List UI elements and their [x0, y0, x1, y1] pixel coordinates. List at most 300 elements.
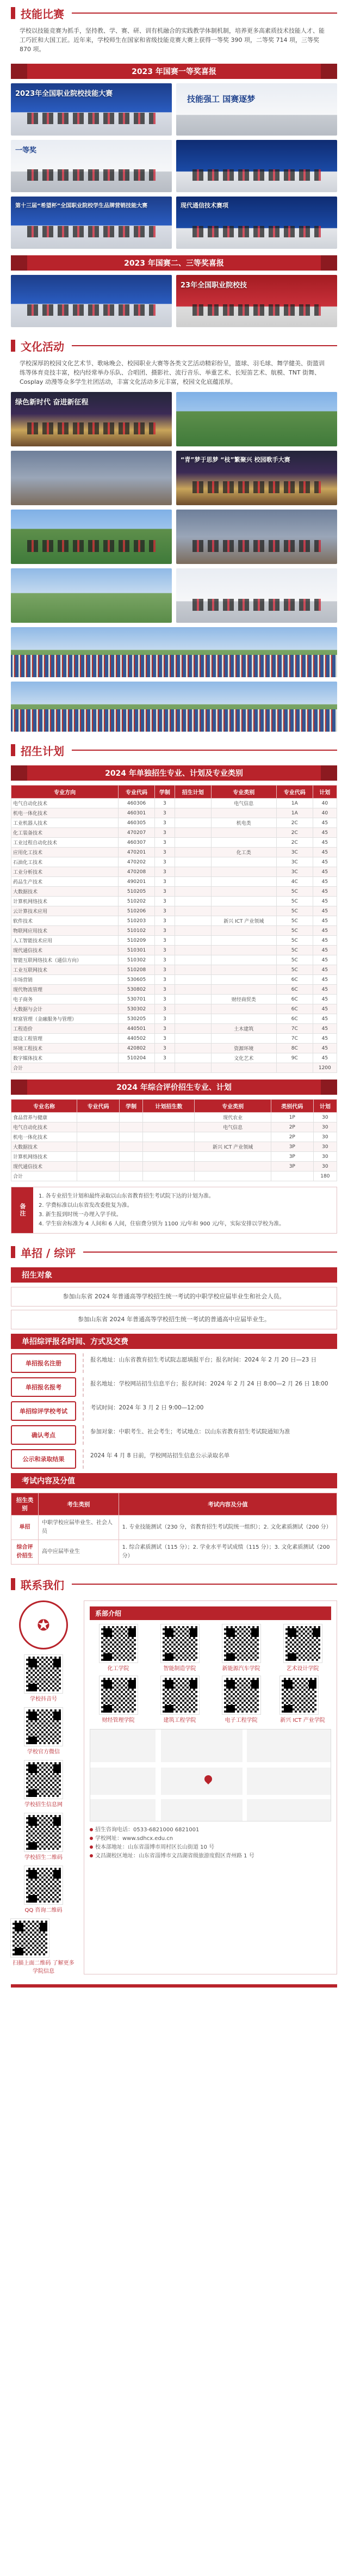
plan2-cell: [77, 1172, 120, 1181]
plan2-cell: [120, 1132, 143, 1142]
plan-cell: 510301: [119, 946, 155, 955]
qr-item[interactable]: [11, 1919, 76, 1974]
target-text-1: 参加山东省 2024 年普通高等学校招生统一考试的中职学校应届毕业生和社会人员。: [63, 1293, 285, 1300]
crowd: [11, 709, 337, 732]
step-button: 单招报名注册: [11, 1353, 76, 1373]
dept-qr-item[interactable]: [161, 1624, 199, 1672]
plan-cell: 8C: [276, 1044, 313, 1053]
plan-cell: 电子商务: [11, 995, 119, 1004]
plan-cell: [175, 857, 211, 867]
plan-cell: 3: [154, 1014, 175, 1024]
qr-code[interactable]: [24, 1761, 63, 1799]
info-line: [90, 1835, 331, 1843]
plan-cell: [276, 1063, 313, 1073]
plan-cell: 工业过程自动化技术: [11, 838, 119, 848]
plan2-cell: 新兴 ICT 产业领域: [195, 1142, 271, 1152]
plan-row: [11, 867, 337, 877]
plan-cell: 3: [154, 867, 175, 877]
plan-cell: 大数据技术: [11, 887, 119, 897]
plan-cell: 5C: [276, 916, 313, 926]
plan-cell: [175, 1034, 211, 1044]
plan2-cell: [77, 1123, 120, 1132]
notes-body: [33, 1187, 337, 1233]
qr-item[interactable]: [24, 1708, 63, 1755]
plan-row: [11, 1004, 337, 1014]
info-text: 招生咨询电话：0533-6821000 6821001: [95, 1827, 200, 1833]
wing-left: [11, 765, 27, 781]
photo-caption: 23年全国职业院校技: [181, 281, 247, 290]
qr-code[interactable]: [24, 1813, 63, 1851]
plan-cell: 3: [154, 799, 175, 808]
plan-cell: 3C: [276, 857, 313, 867]
target-box-2: [11, 1310, 337, 1329]
plan-cell: 470207: [119, 828, 155, 838]
plan-cell: 45: [313, 828, 337, 838]
plan-cell: 45: [313, 897, 337, 906]
plan-body: [11, 799, 337, 1073]
plan2-row: [11, 1113, 337, 1123]
process-step: [11, 1425, 337, 1445]
plan-cell: 3: [154, 1004, 175, 1014]
process-step: [11, 1377, 337, 1397]
plan-cell: 3: [154, 848, 175, 857]
plan-cell: 45: [313, 1004, 337, 1014]
qr-caption: 学校招生二维码: [24, 1855, 63, 1861]
people-silhouettes: [192, 304, 321, 316]
plan-row: [11, 1014, 337, 1024]
qr-item[interactable]: [24, 1761, 63, 1808]
plan2-cell: [120, 1172, 143, 1181]
qr-code[interactable]: [11, 1919, 49, 1957]
target-text-2: 参加山东省 2024 年普通高等学校招生统一考试的普通高中应届毕业生。: [78, 1316, 270, 1323]
map-road: [90, 1762, 331, 1768]
plan-cell: 6C: [276, 985, 313, 995]
info-text: 文昌湖校区地址：山东省淄博市文昌湖省级旅游度假区青州路 1 号: [95, 1853, 254, 1859]
exam-content: 1. 专业技能测试（230 分，省教育招生考试院统一组织）；2. 文化素质测试（200 分）: [119, 1516, 337, 1540]
plan-cell: 45: [313, 995, 337, 1004]
qr-caption: 学校官方微信: [27, 1749, 60, 1755]
school-logo: ✪: [19, 1600, 68, 1649]
plan2-cell: [195, 1172, 271, 1181]
plan2-cell: [120, 1162, 143, 1172]
plan2-header-cell: 学制: [120, 1100, 143, 1113]
plan-cell: 1200: [313, 1063, 337, 1073]
plan-cell: [154, 1063, 175, 1073]
plan2-row: [11, 1152, 337, 1162]
plan-cell: [175, 906, 211, 916]
plan-cell: 40: [313, 799, 337, 808]
map-road: [90, 1795, 331, 1799]
plan-cell: 440502: [119, 1034, 155, 1044]
footer-bar: [11, 1984, 337, 1988]
plan-cell: 3: [154, 946, 175, 955]
qr-caption: QQ 咨询二维码: [24, 1908, 63, 1913]
exam-who: 中职学校应届毕业生、社会人员: [39, 1516, 119, 1540]
plan-row: [11, 1044, 337, 1053]
step-desc: 2024 年 4 月 8 日前，学校网站招生信息公示录取名单: [83, 1449, 337, 1469]
plan2-cell: 30: [313, 1132, 337, 1142]
qr-code[interactable]: [280, 1676, 318, 1714]
contact-title: 联系我们: [21, 1578, 64, 1592]
plan2-row: [11, 1132, 337, 1142]
note-line: 4. 学生宿舍标准为 4 人间和 6 人间，住宿费分别为 1100 元/年和 900 元/年，实际安排以学校为准。: [39, 1221, 285, 1227]
plan-row: [11, 1053, 337, 1063]
culture-photo: [176, 392, 337, 446]
plan-header-cell: 专业方向: [11, 786, 119, 799]
plan2-cell: 30: [313, 1113, 337, 1123]
qr-code[interactable]: [24, 1655, 63, 1693]
people-silhouettes: [27, 422, 156, 434]
step-desc: 参加对象：中职考生、社会考生；考试地点：以山东省教育招生考试院通知为准: [83, 1425, 337, 1445]
plan-cell: 45: [313, 1014, 337, 1024]
plan-cell: 环境工程技术: [11, 1044, 119, 1053]
exam-header-row: [11, 1493, 337, 1516]
plan-row: [11, 955, 337, 965]
dept-qr-item[interactable]: [222, 1676, 260, 1724]
culture-photos: [0, 392, 348, 623]
qr-code[interactable]: [24, 1708, 63, 1746]
plan-cell: 45: [313, 1034, 337, 1044]
qr-caption: 学校招生信息网: [24, 1802, 63, 1808]
plan-cell: [211, 857, 276, 867]
plan-cell: 460307: [119, 838, 155, 848]
qr-caption: 学校抖音号: [30, 1696, 57, 1702]
plan-row: [11, 1024, 337, 1034]
plan-cell: 电气自动化技术: [11, 799, 119, 808]
department-panel: [84, 1600, 337, 1974]
plan-header-cell: 专业代码: [276, 786, 313, 799]
qr-code[interactable]: [24, 1866, 63, 1904]
plan-cell: [175, 985, 211, 995]
title-line: [72, 750, 337, 751]
plan-cell: 5C: [276, 965, 313, 975]
plan2-cell: [143, 1172, 195, 1181]
dept-qr-item[interactable]: [284, 1624, 322, 1672]
plan-row: [11, 799, 337, 808]
plan-row: [11, 985, 337, 995]
plan-cell: 物联网应用技术: [11, 926, 119, 936]
plan-cell: 3: [154, 887, 175, 897]
bullet-icon: [90, 1837, 93, 1840]
target-box-1: [11, 1287, 337, 1307]
plan-cell: 3: [154, 808, 175, 818]
dept-qr-caption: 智能制造学院: [163, 1666, 196, 1672]
culture-title: 文化活动: [21, 340, 64, 353]
qr-code[interactable]: [161, 1624, 199, 1663]
plan-cell: 45: [313, 1044, 337, 1053]
plan-cell: 530802: [119, 985, 155, 995]
plan2-cell: 3P: [271, 1162, 313, 1172]
plan-cell: 2C: [276, 818, 313, 828]
plan-cell: 化工装备技术: [11, 828, 119, 838]
bullet-icon: [90, 1854, 93, 1857]
plan-cell: 45: [313, 867, 337, 877]
department-qr-grid: [90, 1624, 331, 1724]
plan2-cell: [143, 1123, 195, 1132]
step-desc: 报名地址：学校网站招生信息平台；报名时间：2024 年 2 月 24 日 8:00—2 月 26 日 18:00: [83, 1377, 337, 1397]
plan-cell: 4C: [276, 877, 313, 887]
plan2-row: [11, 1142, 337, 1152]
plan-cell: 45: [313, 946, 337, 955]
bullet-icon: [90, 1845, 93, 1849]
plan-row: [11, 808, 337, 818]
process-head: [11, 1334, 337, 1349]
plan-row: [11, 926, 337, 936]
plan-cell: 5C: [276, 955, 313, 965]
plan-cell: [175, 808, 211, 818]
dept-qr-item[interactable]: [222, 1624, 260, 1672]
plan-cell: 化工类: [211, 848, 276, 857]
plan-cell: 45: [313, 906, 337, 916]
plan-cell: [175, 965, 211, 975]
plan2-cell: 电气信息: [195, 1123, 271, 1132]
award-photo: [176, 83, 337, 136]
dept-qr-caption: 新兴 ICT 产业学院: [280, 1718, 325, 1724]
plan2-cell: [143, 1142, 195, 1152]
plan2-cell: 电气自动化技术: [11, 1123, 77, 1132]
plan-cell: 6C: [276, 995, 313, 1004]
plan-cell: 3: [154, 926, 175, 936]
people-silhouettes: [27, 226, 156, 237]
plan-cell: 5C: [276, 946, 313, 955]
photo-caption: 第十三届“希望杯”全国职业院校学生品牌营销技能大赛: [15, 203, 148, 209]
exam-row: [11, 1540, 337, 1565]
plan-cell: 3: [154, 1024, 175, 1034]
title-bar: [11, 340, 15, 352]
plan-title: 招生计划: [21, 744, 64, 758]
plan-cell: 3C: [276, 867, 313, 877]
step-desc: 报名地址：山东省教育招生考试院志愿填报平台；报名时间：2024 年 2 月 20 日—23 日: [83, 1353, 337, 1373]
plan2-row: [11, 1123, 337, 1132]
plan-cell: 470202: [119, 857, 155, 867]
plan-cell: 45: [313, 975, 337, 985]
plan-row: [11, 1034, 337, 1044]
plan-cell: 大数据与会计: [11, 1004, 119, 1014]
plan-cell: 3: [154, 936, 175, 946]
plan-sub2-label: 2024 年综合评价招生专业、计划: [116, 1083, 232, 1092]
plan2-header-cell: 专业名称: [11, 1100, 77, 1113]
qr-item[interactable]: [24, 1813, 63, 1861]
plan-cell: 510203: [119, 916, 155, 926]
note-line: 3. 新生报到时统一办理入学手续。: [39, 1212, 122, 1218]
plan-cell: [211, 1034, 276, 1044]
plan-cell: [175, 1004, 211, 1014]
photo-caption: 一等奖: [15, 146, 37, 155]
culture-wide-photos: [0, 623, 348, 732]
dept-qr-item[interactable]: [280, 1676, 325, 1724]
people-silhouettes: [192, 169, 321, 181]
recruit-section-title: [0, 1241, 348, 1263]
step-button: 单招报名报考: [11, 1377, 76, 1397]
skills-photos-1: [0, 83, 348, 249]
plan2-cell: [120, 1113, 143, 1123]
qr-item[interactable]: [24, 1866, 63, 1913]
process-title: 单招综评报名时间、方式及交费: [22, 1338, 128, 1346]
plan-cell: 510204: [119, 1053, 155, 1063]
exam-row: [11, 1516, 337, 1540]
plan2-cell: [120, 1142, 143, 1152]
dept-qr-item[interactable]: [161, 1676, 199, 1724]
plan-cell: [175, 828, 211, 838]
plan-cell: 6C: [276, 1004, 313, 1014]
qr-code[interactable]: [100, 1624, 138, 1663]
plan-cell: [175, 995, 211, 1004]
plan-cell: 3: [154, 1053, 175, 1063]
plan2-cell: 机电一体化技术: [11, 1132, 77, 1142]
plan-header-cell: 专业类别: [211, 786, 276, 799]
plan-cell: 工业机器人技术: [11, 818, 119, 828]
plan-cell: [211, 828, 276, 838]
plan-header-cell: 计划: [313, 786, 337, 799]
plan-cell: 45: [313, 848, 337, 857]
crowd: [11, 655, 337, 677]
plan2-cell: [143, 1113, 195, 1123]
contact-block: [0, 1595, 348, 1980]
note-line: 1. 各专业招生计划和最终录取以山东省教育招生考试院下达的计划为准。: [39, 1193, 214, 1199]
plan-cell: 440501: [119, 1024, 155, 1034]
skills-sub2: [11, 255, 337, 271]
plan-cell: 45: [313, 936, 337, 946]
plan-row: [11, 897, 337, 906]
plan-cell: 7C: [276, 1024, 313, 1034]
plan2-header-cell: 计划招生数: [143, 1100, 195, 1113]
people-silhouettes: [192, 226, 321, 237]
plan-cell: 现代物流管理: [11, 985, 119, 995]
plan-cell: [211, 1004, 276, 1014]
title-bar: [11, 744, 15, 756]
plan2-cell: 30: [313, 1152, 337, 1162]
plan-cell: 510205: [119, 887, 155, 897]
plan-cell: 530605: [119, 975, 155, 985]
plan-cell: 3: [154, 916, 175, 926]
dept-qr-item[interactable]: [100, 1624, 138, 1672]
qr-code[interactable]: [161, 1676, 199, 1714]
plan-cell: 1A: [276, 808, 313, 818]
plan2-cell: 180: [313, 1172, 337, 1181]
plan2-cell: [143, 1162, 195, 1172]
recruit-title: 单招 / 综评: [21, 1246, 76, 1260]
plan-cell: 3: [154, 906, 175, 916]
plan2-cell: [271, 1172, 313, 1181]
exam-content: 1. 综合素质测试（115 分）；2. 学业水平考试成绩（115 分）；3. 文化素质测试（200 分）: [119, 1540, 337, 1565]
plan2-cell: [120, 1123, 143, 1132]
title-bar: [11, 1246, 15, 1258]
plan-cell: 新兴 ICT 产业领域: [211, 916, 276, 926]
plan-cell: 510208: [119, 965, 155, 975]
culture-photo: [176, 451, 337, 505]
plan-cell: [211, 906, 276, 916]
plan2-table-wrap: [0, 1099, 348, 1181]
plan2-header-cell: 计划: [313, 1100, 337, 1113]
qr-code[interactable]: [222, 1676, 260, 1714]
dept-qr-caption: 艺术设计学院: [286, 1666, 319, 1672]
plan-cell: 6C: [276, 1014, 313, 1024]
plan-cell: 资源环境: [211, 1044, 276, 1053]
wing-left: [11, 64, 27, 79]
award-photo: [11, 275, 172, 327]
culture-section-title: [0, 335, 348, 357]
plan-sub2: [11, 1080, 337, 1095]
plan-cell: 510302: [119, 955, 155, 965]
plan2-cell: [77, 1162, 120, 1172]
plan-cell: [211, 838, 276, 848]
dept-qr-item[interactable]: [100, 1676, 138, 1724]
plan-cell: [175, 887, 211, 897]
plan-cell: 计算机网络技术: [11, 897, 119, 906]
culture-photo: [11, 568, 172, 623]
plan-cell: 建设工程管理: [11, 1034, 119, 1044]
plan-cell: 数字媒体技术: [11, 1053, 119, 1063]
plan2-cell: [195, 1132, 271, 1142]
plan2-header-cell: 专业类别: [195, 1100, 271, 1113]
plan-cell: [175, 1044, 211, 1053]
exam-table-wrap: [0, 1493, 348, 1565]
plan-row: [11, 916, 337, 926]
plan-cell: [175, 1014, 211, 1024]
plan2-cell: 现代通信技术: [11, 1162, 77, 1172]
exam-head: [11, 1473, 337, 1488]
plan-cell: 药品生产技术: [11, 877, 119, 887]
plan-cell: 5C: [276, 887, 313, 897]
step-button: 公示和录取结果: [11, 1449, 76, 1469]
qr-code[interactable]: [222, 1624, 260, 1663]
plan-cell: 3: [154, 1034, 175, 1044]
plan2-cell: [120, 1152, 143, 1162]
plan-cell: 云计算技术应用: [11, 906, 119, 916]
plan-cell: 45: [313, 838, 337, 848]
qr-code[interactable]: [284, 1624, 322, 1663]
qr-code[interactable]: [100, 1676, 138, 1714]
map-road: [243, 1729, 247, 1821]
people-silhouettes: [27, 304, 156, 316]
photo-caption: 现代通信技术赛项: [181, 202, 228, 209]
plan-cell: 45: [313, 955, 337, 965]
plan-cell: [175, 897, 211, 906]
step-desc: 考试时间：2024 年 3 月 2 日 9:00—12:00: [83, 1401, 337, 1421]
plan-cell: [211, 946, 276, 955]
people-silhouettes: [192, 481, 321, 493]
plan2-cell: [195, 1152, 271, 1162]
people-silhouettes: [192, 540, 321, 552]
plan-cell: [175, 799, 211, 808]
plan-cell: 3: [154, 828, 175, 838]
plan-cell: 5C: [276, 936, 313, 946]
skills-title: 技能比赛: [21, 7, 64, 21]
dept-qr-caption: 新能源汽车学院: [222, 1666, 260, 1672]
award-photo: [176, 275, 337, 327]
plan-cell: 合计: [11, 1063, 119, 1073]
plan-cell: 3: [154, 1044, 175, 1053]
qr-item[interactable]: [24, 1655, 63, 1702]
exam-header: 考生类别: [39, 1493, 119, 1516]
plan-cell: 3: [154, 857, 175, 867]
plan-section-title: [0, 739, 348, 761]
plan-cell: 石油化工技术: [11, 857, 119, 867]
plan-cell: 3: [154, 955, 175, 965]
plan-row: [11, 887, 337, 897]
plan-row: [11, 946, 337, 955]
plan-row: [11, 857, 337, 867]
map-pin-icon[interactable]: [203, 1774, 214, 1784]
plan-cell: 3C: [276, 848, 313, 857]
plan-cell: 人工智能技术应用: [11, 936, 119, 946]
people-silhouettes: [192, 599, 321, 611]
award-photo: [11, 83, 172, 136]
campus-map[interactable]: [90, 1729, 331, 1821]
plan-cell: 40: [313, 808, 337, 818]
plan-cell: 45: [313, 985, 337, 995]
plan-cell: [175, 838, 211, 848]
